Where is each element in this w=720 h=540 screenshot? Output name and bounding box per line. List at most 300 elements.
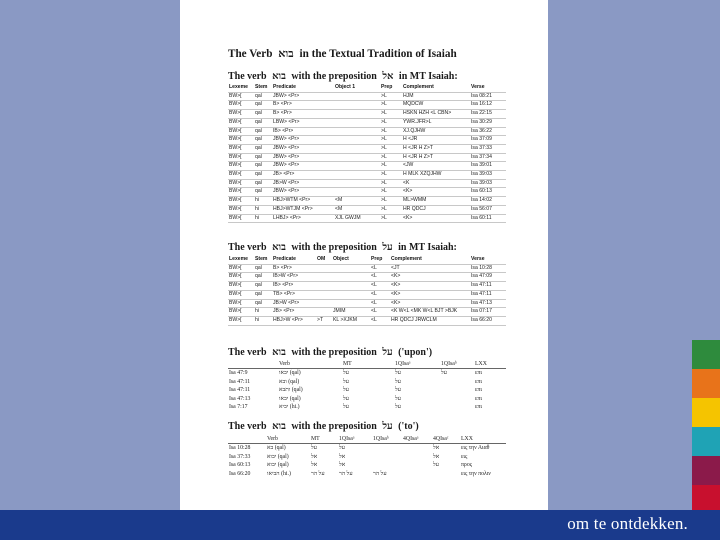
accent-stripe-orange [692,369,720,398]
table-cell: BW>[ [229,171,242,178]
table-row [228,162,506,171]
table-cell: qal [255,273,262,280]
table-cell: hi [255,205,259,212]
table-cell: <K> [403,214,413,221]
section3-col-header: Verb [279,361,290,367]
table-row [228,290,506,299]
table-cell: Isa 39:03 [471,179,492,186]
table-cell: qal [255,162,262,169]
table-cell: >L [381,118,387,125]
table-cell: על [395,378,401,385]
table-cell: <JW [403,162,414,169]
table-cell: qal [255,188,262,195]
table-cell: qal [255,118,262,125]
table-cell [402,461,432,469]
table-row [228,444,506,453]
document-page [180,0,548,514]
table-cell: JB> <Pr> [273,171,295,178]
table-cell: H <JR H Z>T [403,153,434,160]
section2-col-header: Prep [371,256,383,262]
table-cell: יבאו (qal) [279,370,301,377]
table-row [228,273,506,282]
table-cell: BW>[ [229,118,242,125]
table-cell: BW>[ [229,144,242,151]
table-cell: TB> <Pr> [273,290,295,297]
table-cell [334,179,380,188]
table-cell: ותבא (qal) [279,387,303,394]
section4-col-header: 1QIsaᵇ [373,436,389,442]
table-cell: qal [255,92,262,99]
section2-heading: The verb בוא with the preposition על in MT Isaiah: [228,242,457,253]
accent-stripe-green [692,340,720,369]
table-cell: qal [255,136,262,143]
table-cell: BW>[ [229,127,242,134]
table-cell: על [395,370,401,377]
table-cell: BW>[ [229,179,242,186]
table-cell [334,118,380,127]
table-cell: BW>[ [229,197,242,204]
table-cell: qal [255,144,262,151]
table-row [228,101,506,110]
table-row [228,403,506,411]
table-cell: אל [433,445,440,452]
table-cell: Isa 36:22 [471,127,492,134]
section3-col-header: LXX [475,361,487,367]
table-row [228,118,506,127]
table-cell: HR QDCJ JRWCLM [391,316,437,323]
table-cell: על [343,387,349,394]
table-cell: על הר [339,470,353,477]
table-cell [334,188,380,197]
table-cell: HBJ>W <Pr> [273,316,303,323]
section4-col-header: LXX [461,436,473,442]
title-hebrew: בוא [278,48,294,60]
table-cell: <L [371,290,377,297]
table-cell: hi [255,214,259,221]
table-cell: >L [381,179,387,186]
table-cell [334,144,380,153]
table-row [228,127,506,136]
section1-col-header: Verse [471,84,485,90]
table-cell: <K> [391,290,401,297]
table-row [228,308,506,317]
table-cell [372,444,402,453]
table-cell: <L [371,273,377,280]
accent-stripe-yellow [692,398,720,427]
table-row [228,179,506,188]
table-cell: Isa 47:13 [229,395,251,402]
table-cell: על [395,395,401,402]
table-cell: JB> <Pr> [273,308,295,315]
table-cell: KL >XJKM [333,316,358,323]
table-cell: Isa 7:17 [229,404,248,411]
table-cell: <K> [391,273,401,280]
table-cell [316,290,332,299]
table-cell [332,299,370,308]
table-cell: Isa 22:15 [471,110,492,117]
section1-col-header: Prep [381,84,393,90]
section3-heading: The verb בוא with the preposition על ('upon') [228,347,433,358]
section3-rows [228,369,506,412]
section1-col-header: Lexeme [229,84,248,90]
table-cell: JBW> <Pr> [273,144,300,151]
section2-col-header: Stem [255,256,268,262]
table-cell: Isa 47:13 [471,299,492,306]
table-cell: <K [403,179,410,186]
table-cell: >L [381,188,387,195]
table-cell: >L [381,197,387,204]
table-cell: אל [311,462,318,469]
table-cell: BW>[ [229,214,242,221]
table-cell [334,136,380,145]
table-row [228,461,506,469]
section1-heading: The verb בוא with the preposition אל in MT Isaiah: [228,71,458,82]
table-cell [316,299,332,308]
table-cell: >L [381,205,387,212]
table-cell: BW>[ [229,136,242,143]
section2-col-header: Predicate [273,256,296,262]
table-cell [440,386,474,394]
table-cell: BW>[ [229,308,242,315]
table-cell [402,453,432,461]
section3-table [228,360,506,411]
table-cell: qal [255,290,262,297]
table-cell: על [433,462,439,469]
table-cell: <JT [391,264,400,271]
table-cell: על [343,370,349,377]
table-cell: IB> <Pr> [273,282,294,289]
table-cell: >L [381,162,387,169]
table-cell: <K W<L <MK W<L BJT >BJK [391,308,458,315]
table-cell: <L [371,308,377,315]
table-cell: Isa 07:17 [471,308,492,315]
table-cell: προς [461,462,473,469]
section1-rows [228,92,506,223]
table-cell: >L [381,171,387,178]
table-cell: Isa 08:21 [471,92,492,99]
table-row [228,110,506,119]
table-row [228,144,506,153]
section1-col-header: Predicate [273,84,296,90]
table-cell: יבאו (qal) [279,395,301,402]
table-cell: B> <Pr> [273,110,292,117]
table-cell: BW>[ [229,316,242,323]
section4-header-row [228,435,506,444]
table-cell: IB>W <Pr> [273,273,299,280]
banner-text: om te ontdekken. [567,514,688,533]
table-cell: על [343,378,349,385]
table-cell: BW>[ [229,101,242,108]
section1-table [228,84,506,223]
table-cell: BW>[ [229,153,242,160]
table-cell: <L [371,316,377,323]
table-cell: על [441,370,447,377]
table-cell: Isa 30:29 [471,118,492,125]
section2-table [228,256,506,326]
table-cell: επι [475,370,482,377]
table-cell: >L [381,127,387,134]
table-cell [440,378,474,386]
table-cell: H <JR [403,136,418,143]
table-cell: B> <Pr> [273,101,292,108]
table-cell [316,273,332,282]
table-cell: Isa 37:33 [471,144,492,151]
table-cell: εις την πολιν [461,470,491,477]
table-cell: BW>[ [229,92,242,99]
table-cell: HR QDCJ [403,205,426,212]
table-cell: <K> [391,299,401,306]
accent-stripes [692,340,720,514]
table-cell: אל [433,453,440,460]
table-cell [332,273,370,282]
table-cell: BW>[ [229,299,242,306]
section3-col-header: 1QIsaᵇ [441,361,457,367]
table-cell: qal [255,110,262,117]
table-cell: יבוא (qal) [267,462,289,469]
table-cell: >L [381,136,387,143]
section4-heading: The verb בוא with the preposition על ('to') [228,421,419,432]
table-cell: על [311,445,317,452]
table-cell: qal [255,101,262,108]
table-cell [334,162,380,171]
table-cell: <K> [391,282,401,289]
table-cell: >L [381,144,387,151]
table-cell: JBW> <Pr> [273,153,300,160]
section1-col-header: Object 1 [335,84,356,90]
table-cell: BW>[ [229,282,242,289]
table-cell: qal [255,127,262,134]
table-cell: Isa 56:07 [471,205,492,212]
table-row [228,197,506,206]
table-cell [372,461,402,469]
table-cell [334,110,380,119]
table-cell: Isa 10:28 [229,445,251,452]
section1-col-header: Stem [255,84,268,90]
table-cell: LHBJ> <Pr> [273,214,301,221]
section2-col-header: Lexeme [229,256,248,262]
section2-header-row [228,256,506,264]
table-cell: Isa 66:20 [471,316,492,323]
table-cell: יבוא (qal) [267,453,289,460]
section2-col-header: Verse [471,256,485,262]
table-cell: אל [339,462,346,469]
table-row [228,395,506,403]
table-cell [316,282,332,291]
table-cell: qal [255,299,262,306]
section1-col-header: Complement [403,84,434,90]
table-cell [402,470,432,478]
accent-stripe-teal [692,427,720,456]
table-cell: HBJ>WTJM <Pr> [273,205,313,212]
section4-col-header: 4QIsaᶜ [433,436,449,442]
table-cell: Isa 37:34 [471,153,492,160]
table-row [228,386,506,394]
table-cell: Isa 60:13 [229,462,251,469]
table-cell: qal [255,153,262,160]
table-cell: <M [335,205,343,212]
table-cell: Isa 14:02 [471,197,492,204]
table-cell: H <JR H Z>T [403,144,434,151]
table-cell: Isa 60:11 [471,214,492,221]
table-cell: על הר [311,470,325,477]
table-cell [332,290,370,299]
table-cell: על הר [373,470,387,477]
table-row [228,188,506,197]
table-cell: HSKN HZH <L CBN> [403,110,452,117]
table-cell: בא (qal) [267,445,286,452]
table-row [228,171,506,180]
section4-col-header [228,435,266,444]
table-cell: BW>[ [229,110,242,117]
table-cell: επι [475,395,482,402]
table-cell: qal [255,282,262,289]
table-row [228,299,506,308]
section2-rows [228,264,506,325]
table-cell: εις [461,453,468,460]
table-cell [334,127,380,136]
section4-col-header: Verb [267,436,278,442]
table-cell: qal [255,264,262,271]
title-text: The Verb [228,48,273,60]
table-row [228,214,506,223]
table-cell: <L [371,264,377,271]
table-cell: qal [255,179,262,186]
section2-col-header: Object [333,256,349,262]
table-cell [402,444,432,453]
table-cell: >T [317,316,324,323]
table-cell [334,153,380,162]
table-cell: >L [381,101,387,108]
table-cell: Isa 37:33 [229,453,251,460]
table-cell: H MLK XZQJHW [403,171,442,178]
table-cell [440,403,474,411]
section1-header-row [228,84,506,92]
section3-header-row [228,360,506,369]
table-cell: επι [475,404,482,411]
table-row [228,205,506,214]
table-cell: <K> [403,188,413,195]
table-cell: HBJ>WTM <Pr> [273,197,311,204]
table-cell: Isa 47:09 [471,273,492,280]
table-cell: על [395,387,401,394]
table-row [228,369,506,378]
table-cell: B> <Pr> [273,264,292,271]
table-cell: >L [381,214,387,221]
table-cell: BW>[ [229,273,242,280]
table-cell: Isa 47:11 [229,387,251,394]
table-cell: Isa 47:11 [229,378,251,385]
table-row [228,316,506,325]
table-cell: qal [255,171,262,178]
table-cell: על [343,404,349,411]
section4-col-header: 1QIsaᵃ [339,436,355,442]
table-cell: על [395,404,401,411]
section2-col-header: Complement [391,256,422,262]
table-cell [316,264,332,273]
table-cell: LBW> <Pr> [273,118,300,125]
table-cell: JBW> <Pr> [273,136,300,143]
table-cell: Isa 47:11 [471,282,492,289]
table-cell: Isa 47:11 [471,290,492,297]
table-cell: <L [371,299,377,306]
table-row [228,153,506,162]
table-cell: יביא (hi.) [279,404,300,411]
table-cell [334,92,380,101]
table-cell [432,470,460,478]
table-cell: אל [339,453,346,460]
section3-col-header: MT [343,361,352,367]
table-cell: JB>W <Pr> [273,179,300,186]
section3-col-header: 1QIsaᵃ [395,361,411,367]
table-cell: >L [381,110,387,117]
table-cell: XJ.QJHW [403,127,426,134]
table-cell: על [343,395,349,402]
table-cell: הביאו (hi.) [267,470,291,477]
table-cell [372,453,402,461]
table-cell: JMIM [333,308,346,315]
table-cell: hi [255,316,259,323]
table-cell [334,101,380,110]
table-cell: BW>[ [229,162,242,169]
table-cell: εις την Αιαθ [461,445,490,452]
section2-col-header: OM [317,256,326,262]
table-cell [440,395,474,403]
table-cell [334,171,380,180]
table-cell: <M [335,197,343,204]
table-cell [332,264,370,273]
section4-col-header: 4QIsaᵃ [403,436,419,442]
table-cell: Isa 47:9 [229,370,248,377]
table-cell: JB>W <Pr> [273,299,300,306]
table-cell: JBW> <Pr> [273,162,300,169]
table-cell: אל [311,453,318,460]
table-cell: Isa 37:09 [471,136,492,143]
section4-rows [228,444,506,478]
table-cell: Isa 66:20 [229,470,251,477]
page-title [228,48,457,60]
table-cell: hi [255,197,259,204]
table-cell: MQDCW [403,101,424,108]
table-row [228,453,506,461]
table-row [228,378,506,386]
table-cell: JBW> <Pr> [273,92,300,99]
table-row [228,470,506,478]
table-cell: BW>[ [229,290,242,297]
footer-banner [0,510,720,540]
title-text-rest: in the Textual Tradition of Isaiah [299,48,457,60]
table-cell: BW>[ [229,188,242,195]
table-cell [316,308,332,317]
table-cell: hi [255,308,259,315]
table-cell: BW>[ [229,205,242,212]
table-row [228,264,506,273]
table-cell: Isa 39:03 [471,171,492,178]
table-cell: >L [381,92,387,99]
table-cell: BW>[ [229,264,242,271]
table-cell: ובא (qal) [279,378,300,385]
table-row [228,92,506,101]
table-cell: Isa 16:12 [471,101,492,108]
table-cell: Isa 10:28 [471,264,492,271]
accent-stripe-purple [692,456,720,485]
table-cell: επι [475,387,482,394]
section3-col-header [228,360,278,369]
table-cell: על [339,445,345,452]
table-cell: ML>WMM [403,197,427,204]
table-cell: <L [371,282,377,289]
table-cell: JBW> <Pr> [273,188,300,195]
table-cell: XJL GWJM [335,214,361,221]
